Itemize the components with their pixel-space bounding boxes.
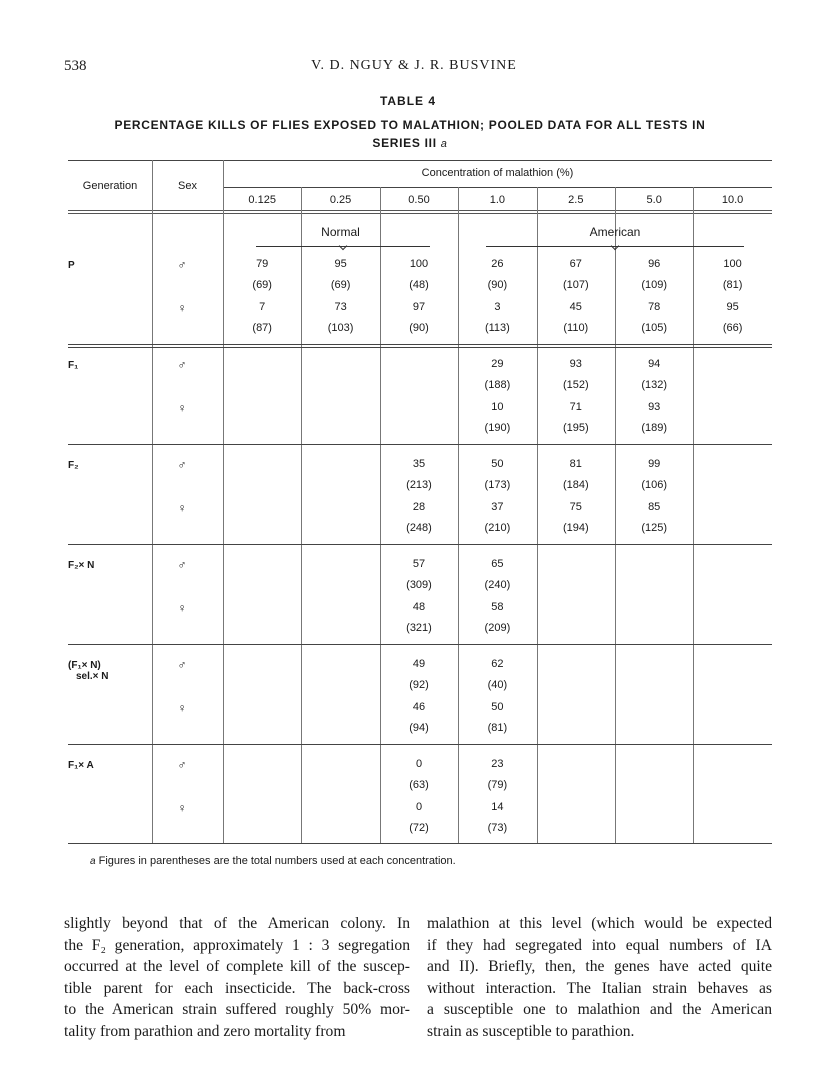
concentration-divider bbox=[537, 187, 538, 844]
kill-percentage: 100 bbox=[723, 258, 742, 270]
total-count: (195) bbox=[562, 422, 589, 435]
total-count: (188) bbox=[484, 379, 511, 392]
header-bottom-rule bbox=[68, 210, 772, 214]
kill-percentage: 65 bbox=[491, 558, 504, 570]
total-count: (105) bbox=[641, 322, 668, 335]
kill-percentage: 97 bbox=[412, 300, 426, 313]
table-top-rule bbox=[68, 160, 772, 161]
body-text-left-column bbox=[64, 913, 410, 1042]
generation-label: P bbox=[68, 260, 75, 271]
total-count: (87) bbox=[252, 322, 272, 335]
kill-percentage: 46 bbox=[412, 700, 426, 713]
total-count: (210) bbox=[484, 522, 511, 535]
total-count: (132) bbox=[641, 379, 668, 392]
total-count: (94) bbox=[409, 722, 429, 735]
total-count: (69) bbox=[252, 279, 272, 292]
total-count: (184) bbox=[562, 479, 589, 492]
kill-percentage: 93 bbox=[648, 400, 661, 413]
header-concentration-value: 10.0 bbox=[721, 194, 744, 206]
total-count: (92) bbox=[409, 679, 429, 692]
total-count: (109) bbox=[641, 279, 668, 292]
kill-percentage: 99 bbox=[648, 458, 661, 470]
text-line: without interaction. The Italian strain behaves as bbox=[427, 979, 772, 997]
header-concentration-value: 0.125 bbox=[248, 194, 276, 206]
table-label: TABLE 4 bbox=[379, 94, 437, 108]
total-count: (125) bbox=[641, 522, 668, 535]
total-count: (63) bbox=[409, 779, 429, 792]
kill-percentage: 85 bbox=[648, 500, 661, 513]
total-count: (213) bbox=[406, 479, 432, 492]
header-concentration-value: 0.50 bbox=[408, 194, 430, 206]
sex-divider bbox=[223, 160, 224, 844]
kill-percentage: 45 bbox=[569, 300, 582, 313]
concentration-divider bbox=[380, 187, 381, 844]
concentration-subrule bbox=[223, 187, 772, 188]
female-symbol: ♀ bbox=[177, 700, 187, 715]
kill-percentage: 26 bbox=[491, 258, 504, 270]
total-count: (107) bbox=[562, 279, 589, 292]
running-head: V. D. NGUY & J. R. BUSVINE bbox=[311, 58, 517, 73]
kill-percentage: 28 bbox=[412, 500, 426, 513]
concentration-divider bbox=[615, 187, 616, 844]
total-count: (194) bbox=[562, 522, 589, 535]
kill-percentage: 7 bbox=[259, 300, 266, 313]
text-line: to the American strain suffered roughly 50% mor- bbox=[64, 1001, 410, 1018]
strain-group-american: American bbox=[589, 225, 641, 239]
kill-percentage: 3 bbox=[494, 300, 501, 313]
total-count: (173) bbox=[484, 479, 511, 492]
strain-group-normal: Normal bbox=[321, 225, 360, 239]
generation-separator bbox=[68, 744, 772, 745]
female-symbol: ♀ bbox=[177, 300, 187, 315]
total-count: (113) bbox=[484, 322, 510, 335]
text-line: if they had segregated into equal numbers of IA bbox=[427, 936, 772, 954]
generation-separator-double bbox=[68, 344, 772, 345]
total-count: (106) bbox=[641, 479, 668, 492]
kill-percentage: 95 bbox=[334, 258, 347, 270]
total-count: (90) bbox=[487, 279, 508, 292]
total-count: (309) bbox=[406, 579, 432, 592]
kill-percentage: 75 bbox=[569, 500, 582, 513]
generation-divider bbox=[152, 160, 153, 844]
kill-percentage: 78 bbox=[648, 300, 661, 313]
kill-percentage: 48 bbox=[412, 600, 426, 613]
header-sex: Sex bbox=[178, 180, 197, 192]
body-text-right-column bbox=[427, 913, 772, 1042]
kill-percentage: 50 bbox=[491, 700, 504, 713]
text-line: occurred at the level of complete kill of the suscep- bbox=[64, 958, 410, 975]
header-concentration: Concentration of malathion (%) bbox=[421, 167, 574, 179]
kill-percentage: 35 bbox=[412, 458, 426, 470]
kill-percentage: 0 bbox=[415, 800, 423, 813]
female-symbol: ♀ bbox=[177, 600, 187, 615]
generation-separator bbox=[68, 444, 772, 445]
text-line: the F₂ generation, approximately 1 : 3 segregation bbox=[64, 936, 410, 954]
total-count: (79) bbox=[487, 779, 508, 792]
kill-percentage: 49 bbox=[412, 658, 426, 670]
total-count: (190) bbox=[484, 422, 511, 435]
header-concentration-value: 1.0 bbox=[489, 194, 506, 206]
text-line: malathion at this level (which would be expected bbox=[427, 915, 772, 932]
text-line: tality from parathion and zero mortality from bbox=[64, 1022, 346, 1040]
text-line: slightly beyond that of the American colony. In bbox=[64, 915, 410, 932]
male-symbol: ♂ bbox=[177, 258, 187, 272]
male-symbol: ♂ bbox=[177, 558, 187, 572]
kill-percentage: 57 bbox=[412, 558, 426, 570]
male-symbol: ♂ bbox=[177, 458, 187, 472]
generation-label: F₂ bbox=[68, 460, 79, 471]
total-count: (48) bbox=[409, 279, 429, 292]
generation-label: F₂× N bbox=[68, 560, 95, 571]
header-generation: Generation bbox=[82, 180, 138, 192]
total-count: (81) bbox=[487, 722, 508, 735]
kill-percentage: 23 bbox=[491, 758, 504, 770]
total-count: (66) bbox=[722, 322, 743, 335]
page-number: 538 bbox=[64, 58, 87, 74]
american-group-tick bbox=[611, 242, 619, 250]
page-header bbox=[64, 58, 764, 78]
concentration-divider bbox=[301, 187, 302, 844]
kill-percentage: 50 bbox=[491, 458, 504, 470]
generation-separator bbox=[68, 644, 772, 645]
table-footnote bbox=[90, 855, 456, 867]
kill-percentage: 10 bbox=[491, 400, 504, 413]
kill-percentage: 67 bbox=[569, 258, 582, 270]
total-count: (152) bbox=[562, 379, 589, 392]
female-symbol: ♀ bbox=[177, 800, 187, 815]
total-count: (248) bbox=[406, 522, 432, 535]
male-symbol: ♂ bbox=[177, 658, 187, 672]
table-caption-text: PERCENTAGE KILLS OF FLIES EXPOSED TO MALATHION; POOLED DATA FOR ALL TESTS IN SERIES III bbox=[114, 118, 706, 150]
female-symbol: ♀ bbox=[177, 400, 187, 415]
caption-footnote-mark: a bbox=[440, 138, 448, 150]
kill-percentage: 37 bbox=[491, 500, 504, 513]
kill-percentage: 0 bbox=[415, 758, 423, 770]
total-count: (81) bbox=[722, 279, 743, 292]
total-count: (103) bbox=[327, 322, 354, 335]
total-count: (209) bbox=[484, 622, 511, 635]
generation-separator-double bbox=[68, 347, 772, 348]
kill-percentage: 95 bbox=[726, 300, 739, 313]
kill-percentage: 14 bbox=[491, 800, 504, 813]
header-concentration-value: 2.5 bbox=[568, 194, 584, 206]
kill-percentage: 79 bbox=[256, 258, 269, 270]
kill-percentage: 71 bbox=[569, 400, 582, 413]
male-symbol: ♂ bbox=[177, 358, 187, 372]
female-symbol: ♀ bbox=[177, 500, 187, 515]
total-count: (69) bbox=[330, 279, 351, 292]
total-count: (73) bbox=[487, 822, 508, 835]
footnote-text: Figures in parentheses are the total numbers used at each concentration. bbox=[98, 855, 456, 867]
total-count: (110) bbox=[563, 322, 589, 335]
header-concentration-value: 0.25 bbox=[329, 194, 352, 206]
kill-percentage: 73 bbox=[334, 300, 347, 313]
total-count: (40) bbox=[487, 679, 508, 692]
text-line: tible parent for each insecticide. The back-cross bbox=[64, 979, 410, 997]
generation-separator bbox=[68, 544, 772, 545]
table-bottom-rule bbox=[68, 843, 772, 844]
kill-percentage: 81 bbox=[569, 458, 582, 470]
normal-group-tick bbox=[339, 242, 347, 250]
data-table bbox=[68, 160, 772, 844]
generation-label: F₁ bbox=[68, 360, 79, 371]
header-concentration-value: 5.0 bbox=[646, 194, 662, 206]
generation-label: (F₁× N) bbox=[68, 660, 101, 671]
kill-percentage: 100 bbox=[409, 258, 429, 270]
text-line: strain as susceptible to parathion. bbox=[427, 1022, 635, 1040]
text-line: a susceptible one to malathion and the American bbox=[427, 1001, 772, 1018]
kill-percentage: 29 bbox=[491, 358, 504, 370]
total-count: (321) bbox=[406, 622, 432, 635]
generation-label: F₁× A bbox=[68, 760, 94, 771]
table-caption bbox=[100, 116, 720, 153]
kill-percentage: 58 bbox=[491, 600, 504, 613]
generation-label-line2: sel.× N bbox=[76, 671, 109, 682]
male-symbol: ♂ bbox=[177, 758, 187, 772]
total-count: (240) bbox=[484, 579, 511, 592]
footnote-mark: a bbox=[90, 856, 96, 867]
kill-percentage: 96 bbox=[648, 258, 661, 270]
text-line: and II). Briefly, then, the genes have acted quite bbox=[427, 958, 772, 975]
total-count: (90) bbox=[409, 322, 429, 335]
total-count: (189) bbox=[641, 422, 668, 435]
concentration-divider bbox=[693, 187, 694, 844]
kill-percentage: 93 bbox=[569, 358, 582, 370]
concentration-divider bbox=[458, 187, 459, 844]
total-count: (72) bbox=[409, 822, 429, 835]
kill-percentage: 62 bbox=[491, 658, 504, 670]
kill-percentage: 94 bbox=[648, 358, 661, 370]
